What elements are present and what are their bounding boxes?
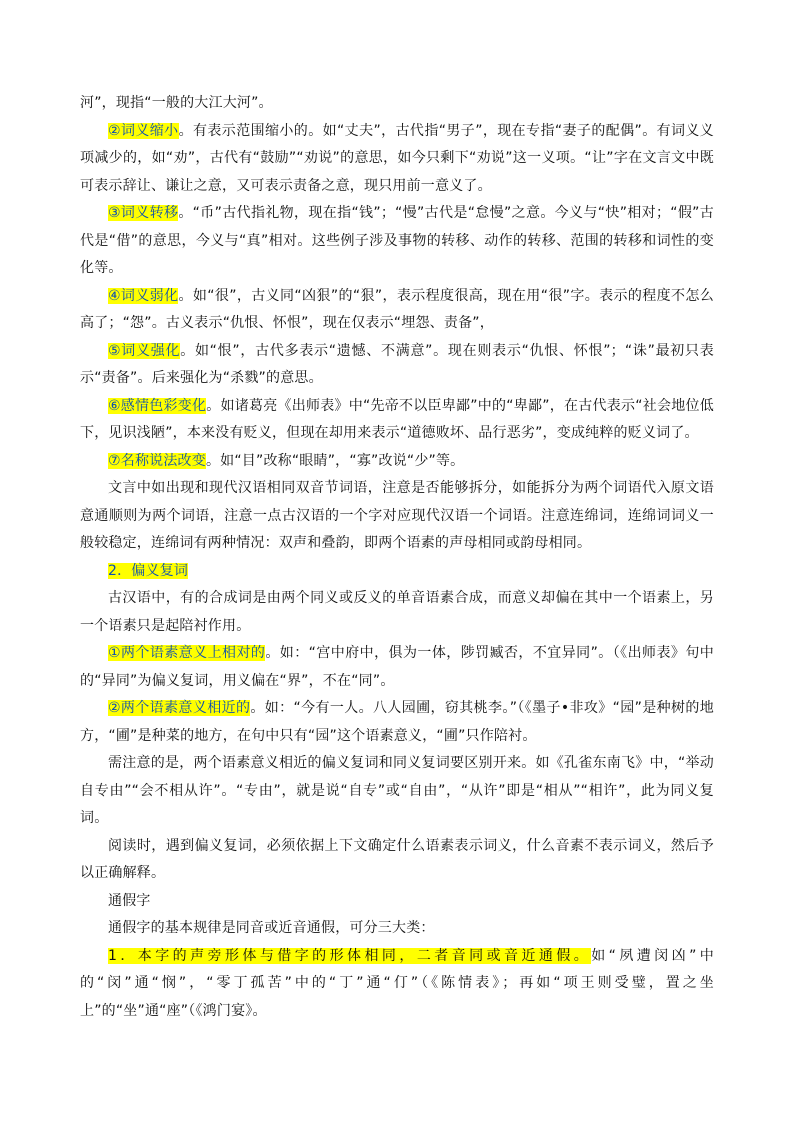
paragraph [80, 833, 714, 888]
paragraph-text: 阅读时，遇到偏义复词，必须依据上下文确定什么语素表示词义，什么音素不表示词义，然后予以正确解释。 [80, 837, 714, 881]
highlighted-term: ①两个语素意义上相对的 [108, 645, 266, 661]
paragraph-text: 河”，现指“一般的大江大河”。 [80, 95, 273, 111]
highlighted-term: ②两个语素意义相近的 [108, 700, 251, 716]
paragraph-text: 。“币”古代指礼物，现在指“钱”；“慢”古代是“怠慢”之意。今义与“快”相对；“假”古代是“借”的意思，今义与“真”相对。这些例子涉及事物的转移、动作的转移、范围的转移和词性的变化等。 [80, 205, 714, 276]
paragraph-text: 。如“恨”，古代多表示“遗憾、不满意”。现在则表示“仇恨、怀恨”；“诛”最初只表示“责备”。后来强化为“杀戮”的意思。 [80, 342, 714, 386]
highlighted-term: ③词义转移 [108, 205, 179, 221]
paragraph [80, 118, 714, 201]
paragraph [80, 90, 714, 118]
paragraph [80, 338, 714, 393]
paragraph [80, 750, 714, 833]
highlighted-term: ④词义弱化 [108, 287, 179, 304]
paragraph-text: 通假字 [108, 892, 151, 909]
paragraph-text: 需注意的是，两个语素意义相近的偏义复词和同义复词要区别开来。如《孔雀东南飞》中，“举动自专由”“会不相从许”。“专由”，就是说“自专”或“自由”，“从许”即是“相从”“相许”，此为同义复词。 [80, 755, 714, 826]
paragraph-text: 。如“很”，古义同“凶狠”的“狠”，表示程度很高，现在用“很”字。表示的程度不怎么高了；“怨”。古义表示“仇恨、怀恨”，现在仅表示“埋怨、责备”， [80, 287, 714, 331]
paragraph [80, 695, 714, 750]
highlighted-term: 2．偏义复词 [108, 562, 189, 579]
paragraph-text: 。如诸葛亮《出师表》中“先帝不以臣卑鄙”中的“卑鄙”，在古代表示“社会地位低下，见识浅陋”，本来没有贬义，但现在却用来表示“道德败坏、品行恶劣”，变成纯粹的贬义词了。 [80, 397, 714, 441]
paragraph [80, 393, 714, 448]
highlighted-rule: 1．本字的声旁形体与借字的形体相同，二者音同或音近通假。 [108, 947, 592, 964]
document-body [80, 90, 714, 1025]
paragraph-text: 。有表示范围缩小的。如“丈夫”，古代指“男子”，现在专指“妻子的配偶”。有词义义项减少的，如“劝”，古代有“鼓励”“劝说”的意思，如今只剩下“劝说”这一义项。“让”字在文言文中既可表示辞让、谦让之意，又可表示责备之意，现只用前一意义了。 [80, 122, 715, 194]
paragraph-text: 。如“目”改称“眼睛”，“寡”改说“少”等。 [205, 452, 465, 469]
paragraph [80, 585, 714, 640]
paragraph [80, 915, 714, 943]
paragraph-text: 如“夙遭闵凶”中的“闵”通“悯”，“零丁孤苦”中的“丁”通“仃”（《陈情表》；再如“项王则受璧，置之坐上”的“坐”通“座”（《鸿门宴》。 [80, 947, 714, 1019]
paragraph [80, 888, 714, 916]
paragraph [80, 943, 714, 1026]
paragraph [80, 200, 714, 283]
paragraph-text: 文言中如出现和现代汉语相同双音节词语，注意是否能够拆分，如能拆分为两个词语代入原文语意通顺则为两个词语，注意一点古汉语的一个字对应现代汉语一个词语。注意连绵词，连绵词词义一般较稳定，连绵词有两种情况：双声和叠韵，即两个语素的声母相同或韵母相同。 [80, 480, 714, 551]
paragraph [80, 283, 714, 338]
paragraph [80, 448, 714, 476]
paragraph-text: 古汉语中，有的合成词是由两个同义或反义的单音语素合成，而意义却偏在其中一个语素上，另一个语素只是起陪衬作用。 [80, 590, 714, 634]
paragraph-text: 通假字的基本规律是同音或近音通假，可分三大类： [108, 920, 435, 936]
paragraph [80, 640, 714, 695]
paragraph-text: 。如：“宫中府中，俱为一体，陟罚臧否，不宜异同”。（《出师表》句中的“异同”为偏义复词，用义偏在“界”，不在“同”。 [80, 645, 714, 689]
highlighted-term: ⑦名称说法改变 [108, 452, 206, 469]
paragraph [80, 475, 714, 558]
highlighted-term: ②词义缩小 [108, 122, 179, 139]
highlighted-term: ⑤词义强化 [108, 342, 181, 359]
paragraph [80, 558, 714, 586]
highlighted-term: ⑥感情色彩变化 [108, 397, 207, 414]
paragraph-text: 。如：“今有一人。八人园圃，窃其桃李。”（《墨子•非攻》“园”是种树的地方，“圃”是种菜的地方，在句中只有“园”这个语素意义，“圃”只作陪衬。 [80, 700, 714, 744]
